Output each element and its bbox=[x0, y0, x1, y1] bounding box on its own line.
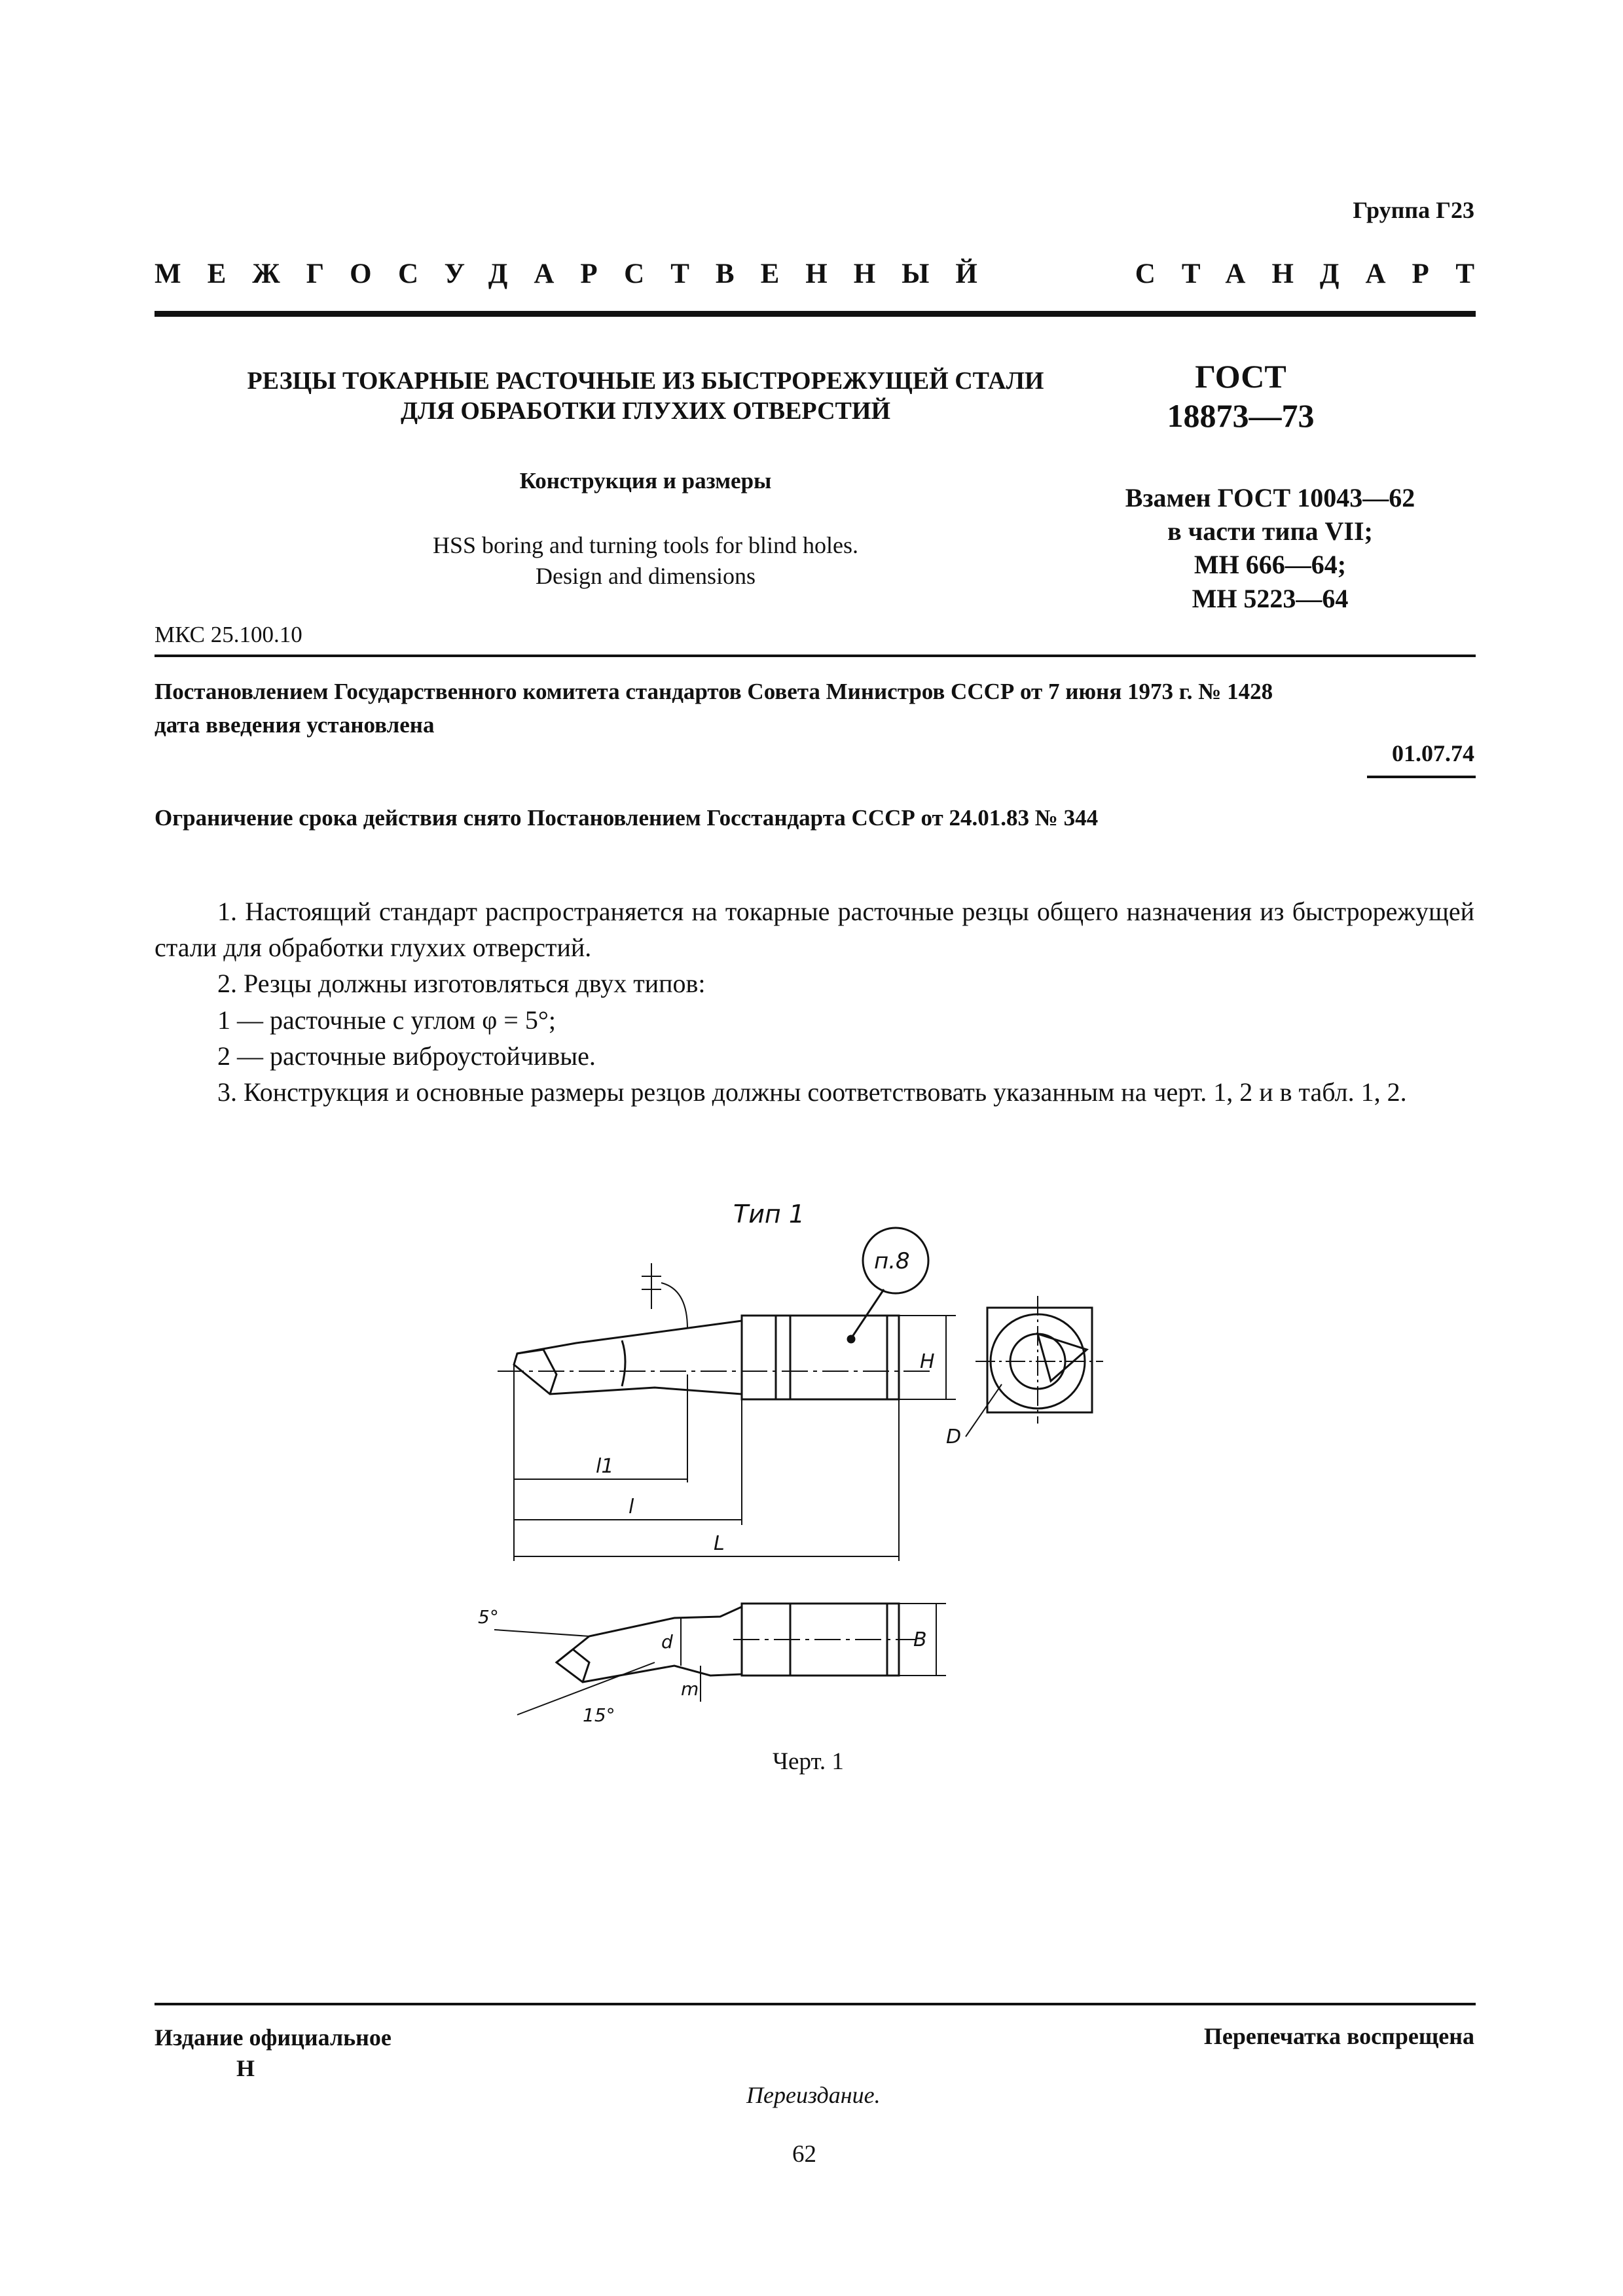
title-line-1: РЕЗЦЫ ТОКАРНЫЕ РАСТОЧНЫЕ ИЗ БЫСТРОРЕЖУЩЕЙ СТАЛИ bbox=[247, 367, 1044, 395]
tool-top-view bbox=[494, 1604, 917, 1715]
mks-code: МКС 25.100.10 bbox=[155, 622, 302, 647]
note-label: п.8 bbox=[874, 1248, 910, 1274]
note-leader bbox=[851, 1289, 884, 1338]
technical-drawing bbox=[458, 1178, 1113, 1734]
edition-label: Издание официальное bbox=[155, 2024, 392, 2051]
dim-L-label: L bbox=[714, 1532, 725, 1555]
footer-edition bbox=[155, 2022, 392, 2084]
replaces-line-3: МН 666—64; bbox=[1194, 550, 1347, 580]
standard-type-right: СТАНДАРТ bbox=[1135, 259, 1501, 289]
angle-15-label: 15° bbox=[583, 1704, 615, 1726]
introduction-date: 01.07.74 bbox=[1392, 740, 1474, 766]
title-rule bbox=[155, 655, 1476, 657]
document-title bbox=[155, 367, 1137, 426]
angle-5-label: 5° bbox=[478, 1606, 499, 1628]
decree-block bbox=[155, 675, 1474, 742]
replaces-line-4: МН 5223—64 bbox=[1192, 583, 1349, 613]
gost-number: 18873—73 bbox=[1167, 397, 1315, 434]
reprint-notice: Перепечатка воспрещена bbox=[1203, 2023, 1474, 2049]
dim-l1-label: l1 bbox=[596, 1455, 614, 1478]
english-title bbox=[155, 530, 1137, 592]
page-number: 62 bbox=[792, 2141, 816, 2168]
edition-mark: Н bbox=[236, 2054, 255, 2081]
tool-end-view bbox=[976, 1296, 1103, 1424]
dim-d-leader bbox=[966, 1384, 1002, 1437]
type-label: Тип 1 bbox=[733, 1200, 805, 1229]
dim-l-label: l bbox=[629, 1496, 634, 1518]
reissue-note: Переиздание. bbox=[746, 2082, 881, 2108]
paragraph-3: 1 — расточные с углом φ = 5°; bbox=[217, 1005, 556, 1035]
body-text bbox=[155, 893, 1474, 1110]
drawing-caption: Черт. 1 bbox=[773, 1748, 844, 1775]
gost-number-block bbox=[1165, 357, 1316, 435]
section-arrow bbox=[661, 1283, 687, 1329]
english-title-line-1: HSS boring and turning tools for blind holes. bbox=[433, 532, 858, 558]
document-subtitle: Конструкция и размеры bbox=[519, 468, 772, 493]
decree-line-1: Постановлением Государственного комитета стандартов Совета Министров СССР от 7 июня 1973 г. № 1428 bbox=[155, 679, 1273, 704]
group-label: Группа Г23 bbox=[1353, 197, 1474, 223]
header-rule bbox=[155, 311, 1476, 317]
date-underline bbox=[1367, 776, 1476, 778]
paragraph-1: 1. Настоящий стандарт распространяется на токарные расточные резцы общего назначения из быстрорежущей стали для обработки глухих отверстий. bbox=[155, 897, 1474, 963]
replaces-block bbox=[1074, 481, 1467, 615]
holder-shank bbox=[742, 1316, 899, 1399]
dim-m-label: m bbox=[681, 1678, 699, 1700]
replaces-line-1: Взамен ГОСТ 10043—62 bbox=[1125, 483, 1415, 512]
top-view-angle-ref bbox=[494, 1630, 589, 1636]
dim-d-small-label: d bbox=[661, 1631, 673, 1653]
replaces-line-2: в части типа VII; bbox=[1167, 516, 1373, 547]
note-dot bbox=[848, 1336, 854, 1342]
title-line-2: ДЛЯ ОБРАБОТКИ ГЛУХИХ ОТВЕРСТИЙ bbox=[400, 397, 890, 425]
decree-line-2: дата введения установлена bbox=[155, 711, 435, 738]
top-view-neck bbox=[556, 1607, 742, 1682]
paragraph-2: 2. Резцы должны изготовляться двух типов: bbox=[217, 969, 706, 999]
dim-d-label: D bbox=[946, 1426, 962, 1448]
paragraph-4: 2 — расточные виброустойчивые. bbox=[217, 1041, 596, 1071]
limitation-note: Ограничение срока действия снято Постановлением Госстандарта СССР от 24.01.83 № 344 bbox=[155, 805, 1099, 831]
footer-rule bbox=[155, 2003, 1476, 2005]
tool-side-view bbox=[498, 1263, 930, 1399]
dim-h-label: H bbox=[920, 1350, 935, 1373]
paragraph-5: 3. Конструкция и основные размеры резцов должны соответствовать указанным на черт. 1, 2 и в табл. 1, 2. bbox=[217, 1077, 1407, 1107]
tool-curve bbox=[622, 1340, 625, 1386]
gost-label: ГОСТ bbox=[1195, 358, 1286, 395]
end-view-square bbox=[987, 1308, 1092, 1412]
dim-b-label: B bbox=[913, 1628, 927, 1651]
english-title-line-2: Design and dimensions bbox=[536, 562, 756, 589]
standard-type-left: МЕЖГОСУДАРСТВЕННЫЙ bbox=[155, 259, 1004, 289]
